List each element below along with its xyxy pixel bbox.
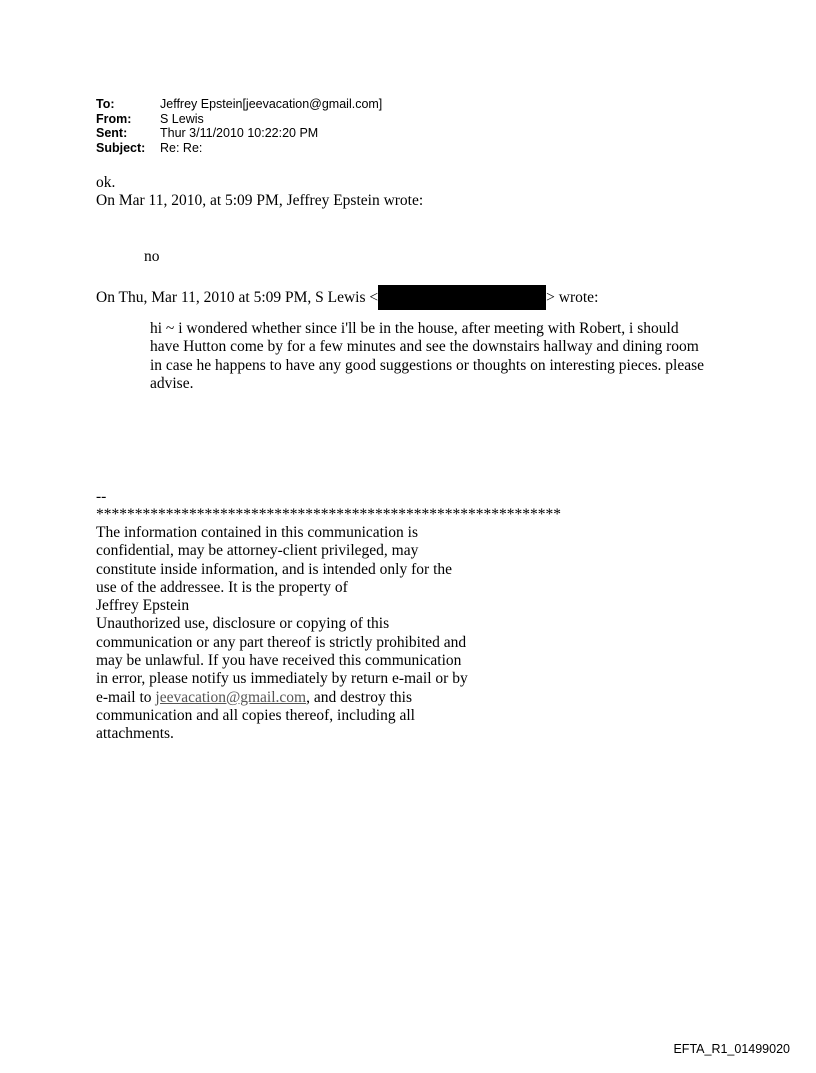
sent-value: Thur 3/11/2010 10:22:20 PM: [160, 126, 319, 140]
attribution-line-2: [96, 285, 598, 310]
to-label: To:: [96, 97, 115, 111]
document-id: EFTA_R1_01499020: [673, 1042, 790, 1056]
reply-text: [96, 174, 423, 211]
sent-label: Sent:: [96, 126, 128, 140]
sent-row: [96, 126, 382, 141]
reply-line: ok.: [96, 174, 116, 191]
to-value: Jeffrey Epstein[jeevacation@gmail.com]: [160, 97, 383, 111]
from-row: [96, 112, 382, 127]
attribution-2-suffix: > wrote:: [546, 289, 599, 306]
email-header: [96, 97, 382, 155]
signature-separator: [96, 488, 561, 525]
disclaimer-paragraph-2: [96, 615, 476, 743]
quoted-message: hi ~ i wondered whether since i'll be in the house, after meeting with Robert, i should have Hutton come by for a few minutes and see the downstairs hallway and dining room in case he happens to have any good suggestions or thoughts on interesting pieces. please advise.: [150, 320, 704, 392]
attribution-line-1: On Mar 11, 2010, at 5:09 PM, Jeffrey Epstein wrote:: [96, 192, 424, 210]
confidentiality-disclaimer: [96, 524, 476, 744]
to-row: [96, 97, 382, 112]
attribution-2-prefix: On Thu, Mar 11, 2010 at 5:09 PM, S Lewis <: [96, 289, 379, 306]
disclaimer-text-3: , and destroy this communication and all copies thereof, including all attachments.: [96, 688, 415, 743]
redaction-block: [378, 285, 546, 310]
subject-label: Subject:: [96, 140, 146, 155]
disclaimer-email-link[interactable]: jeevacation@gmail.com: [155, 688, 307, 706]
disclaimer-owner: Jeffrey Epstein: [96, 597, 190, 615]
subject-row: [96, 141, 382, 156]
from-value: S Lewis: [160, 111, 204, 126]
quoted-reply: no: [144, 248, 160, 265]
disclaimer-text-2: Unauthorized use, disclosure or copying of this communication or any part thereof is strictly prohibited and may be unlawful. If you have received this communication in error, please notify us immediately by return e-mail or by e-mail to: [96, 615, 468, 706]
from-label: From:: [96, 111, 132, 126]
subject-value: Re: Re:: [160, 140, 203, 155]
signature-stars: ************************************************************: [96, 506, 561, 524]
disclaimer-paragraph-1: The information contained in this communication is confidential, may be attorney-client privileged, may constitute inside information, and is intended only for the use of the addressee. It is the property of: [96, 524, 453, 596]
signature-dashes: --: [96, 488, 107, 505]
